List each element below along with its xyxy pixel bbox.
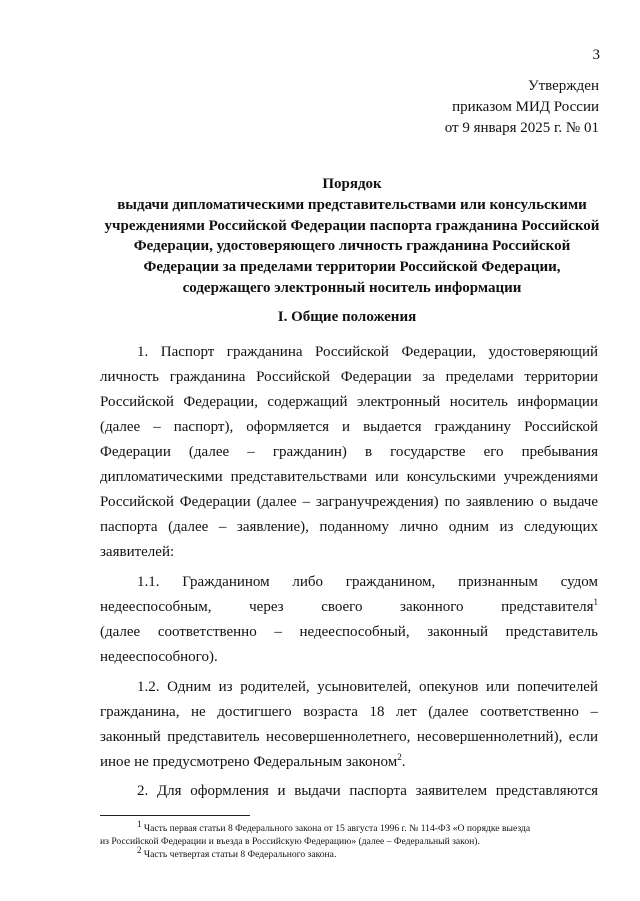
paragraph-line: 1.1. Гражданином либо гражданином, признанным судом — [137, 574, 598, 590]
approval-line-1: Утвержден — [527, 78, 599, 94]
paragraph-2 — [100, 779, 598, 804]
title-line: Федерации, удостоверяющего личность гражданина Российской — [133, 238, 571, 255]
footnote-text: Часть первая статьи 8 Федерального закона от 15 августа 1996 г. № 114-ФЗ «О порядке выезда — [143, 823, 531, 834]
paragraph-line: паспорта (далее – заявление), поданному лично одним из следующих — [100, 519, 598, 535]
paragraph-line: заявителей: — [100, 544, 175, 560]
paragraph-1-1 — [100, 570, 598, 670]
paragraph-line: 2. Для оформления и выдачи паспорта заявителем представляются — [137, 783, 598, 799]
footnote-ref: 2 — [397, 752, 402, 762]
footnotes — [100, 818, 598, 861]
paragraph-line: дипломатическими представительствами или консульскими учреждениями — [100, 469, 598, 485]
approval-line-2: приказом МИД России — [452, 99, 599, 115]
paragraph-line: Российской Федерации (далее – загранучреждения) по заявлению о выдаче — [100, 494, 598, 510]
paragraph-line: 1.2. Одним из родителей, усыновителей, опекунов или попечителей — [137, 679, 598, 695]
line-text: иное не предусмотрено Федеральным законом — [100, 754, 398, 770]
footnote-2 — [100, 844, 598, 861]
paragraph-line: Федерации (далее – гражданин) в государстве его пребывания — [100, 444, 598, 460]
paragraph-line: 1. Паспорт гражданина Российской Федерации, удостоверяющий — [137, 344, 598, 360]
paragraph-line — [100, 595, 598, 620]
section-heading: I. Общие положения — [277, 309, 417, 325]
footnote-1-continuation: из Российской Федерации и въезда в Российскую Федерацию» (далее – Федеральный закон). — [100, 836, 480, 847]
paragraph-line: (далее – паспорт), оформляется и выдается гражданину Российской — [100, 419, 598, 435]
paragraph-line: гражданина, не достигшего возраста 18 лет (далее соответственно – — [100, 704, 598, 720]
paragraph-line: недееспособного). — [100, 649, 218, 665]
footnote-divider — [100, 815, 250, 816]
paragraph-line: (далее соответственно – недееспособный, законный представитель — [100, 624, 598, 640]
title-line: Федерации за пределами территории Российской Федерации, — [143, 259, 561, 276]
footnote-number: 2 — [137, 844, 142, 855]
paragraph-line: Российской Федерации, содержащий электронный носитель информации — [100, 394, 598, 410]
paragraph-line: законный представитель несовершеннолетнего, несовершеннолетний), если — [100, 729, 598, 745]
paragraph-1 — [100, 340, 598, 565]
footnote-text: Часть четвертая статьи 8 Федерального закона. — [143, 849, 337, 860]
footnote-number: 1 — [137, 818, 142, 829]
title-line: выдачи дипломатическими представительствами или консульскими — [117, 196, 587, 213]
paragraph-line: личность гражданина Российской Федерации за пределами территории — [100, 369, 598, 385]
approval-block — [340, 76, 599, 139]
paragraph-line — [100, 750, 598, 775]
footnote-1 — [100, 818, 598, 835]
footnote-ref: 1 — [593, 597, 598, 607]
paragraph-1-2 — [100, 675, 598, 775]
page-number: 3 — [592, 47, 600, 63]
line-text: недееспособным, через своего законного представителя — [100, 599, 594, 615]
line-end: . — [401, 754, 406, 770]
approval-line-3: от 9 января 2025 г. № 01 — [444, 120, 599, 136]
title-heading: Порядок — [322, 176, 382, 192]
title-line: содержащего электронный носитель информации — [182, 279, 522, 296]
document-title — [96, 174, 608, 299]
title-line: учреждениями Российской Федерации паспорта гражданина Российской — [104, 217, 600, 234]
